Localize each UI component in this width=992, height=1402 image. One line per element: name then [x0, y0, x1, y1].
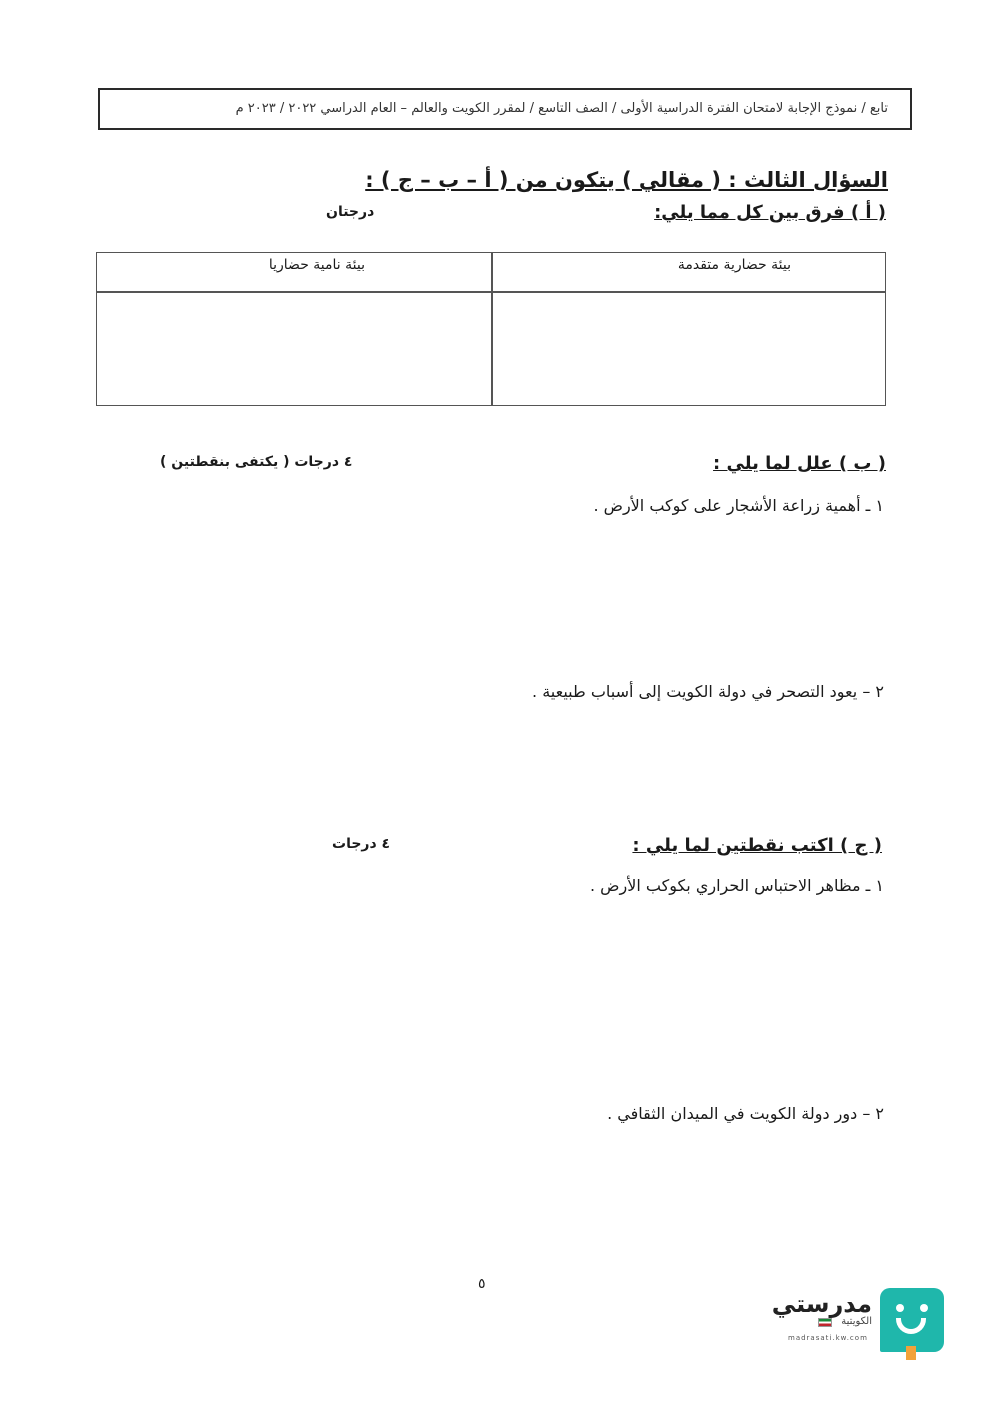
section-b-item-2: ٢ – يعود التصحر في دولة الكويت إلى أسباب طبيعية . [532, 682, 884, 701]
logo-smile [896, 1318, 926, 1334]
table-cell-developing [97, 293, 490, 405]
header-text: تابع / نموذج الإجابة لامتحان الفترة الدراسية الأولى / الصف التاسع / لمقرر الكويت والعالم – العام الدراسي ٢٠٢٢ / ٢٠٢٣ م [235, 101, 888, 116]
section-a-label: ( أ ) فرق بين كل مما يلي: [654, 202, 886, 223]
comparison-table [96, 252, 886, 406]
logo-bookmark-icon [906, 1346, 916, 1360]
table-cell-advanced [491, 293, 885, 405]
kuwait-flag-icon [818, 1318, 832, 1327]
question-title: السؤال الثالث : ( مقالي ) يتكون من ( أ – ب – ج ) : [365, 168, 888, 192]
logo-name: مدرستي [771, 1290, 872, 1318]
logo-url: madrasati.kw.com [788, 1334, 868, 1342]
logo-icon [880, 1288, 944, 1352]
logo-eye-right [920, 1304, 928, 1312]
logo-subtitle: الكويتية [841, 1316, 872, 1327]
logo-eye-left [896, 1304, 904, 1312]
section-c-marks: ٤ درجات [332, 836, 391, 852]
section-b-item-1: ١ ـ أهمية زراعة الأشجار على كوكب الأرض . [593, 496, 884, 515]
table-header-advanced: بيئة حضارية متقدمة [677, 257, 791, 273]
section-c-item-1: ١ ـ مظاهر الاحتباس الحراري بكوكب الأرض . [589, 876, 884, 895]
page-number: ٥ [478, 1276, 486, 1292]
section-a-marks: درجتان [326, 204, 375, 220]
section-b-marks: ٤ درجات ( يكتفى بنقطتين ) [160, 454, 353, 470]
table-header-developing: بيئة نامية حضاريا [268, 257, 365, 273]
section-c-item-2: ٢ – دور دولة الكويت في الميدان الثقافي . [607, 1104, 884, 1123]
section-c-label: ( ج ) اكتب نقطتين لما يلي : [632, 835, 882, 856]
header-box [98, 88, 912, 130]
section-b-label: ( ب ) علل لما يلي : [713, 453, 886, 474]
